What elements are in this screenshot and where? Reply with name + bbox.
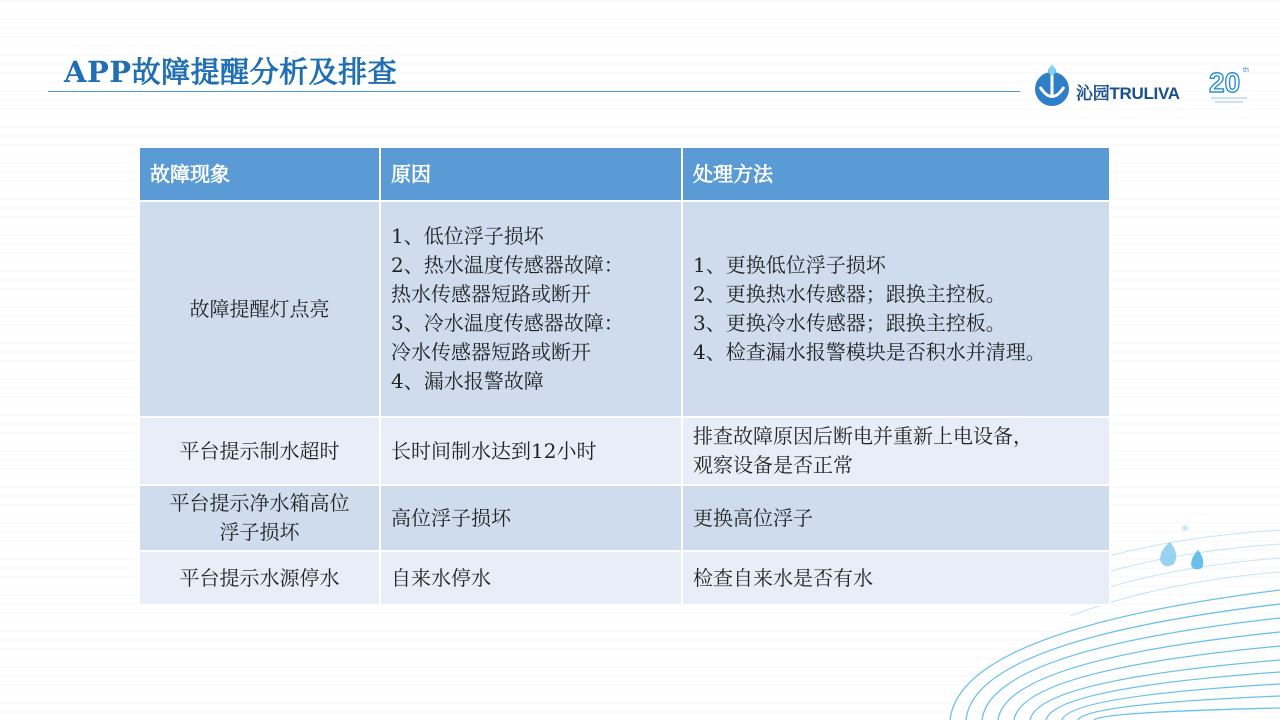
- cause-line: 自来水停水: [391, 565, 491, 590]
- cause-line: 热水传感器短路或断开: [391, 282, 591, 306]
- fault-analysis-table: [138, 146, 1111, 606]
- phenomenon-line: 平台提示净水箱高位: [169, 491, 350, 515]
- header-solution: 处理方法: [682, 147, 1110, 201]
- solution-line: 更换高位浮子: [693, 505, 813, 530]
- solution-line: 2、更换热水传感器；跟换主控板。: [693, 282, 1006, 306]
- solution-line: 观察设备是否正常: [693, 453, 853, 477]
- solution-line: 3、更换冷水传感器；跟换主控板。: [693, 311, 1006, 335]
- anniversary-logo-text: 20: [1209, 67, 1241, 98]
- solution-line: 排查故障原因后断电并重新上电设备，: [693, 424, 1033, 448]
- solution-cell: [682, 485, 1110, 551]
- brand-name: 沁园TRULIVA: [1076, 84, 1180, 103]
- solution-cell: [682, 417, 1110, 485]
- anniversary-logo-icon: [1203, 62, 1255, 108]
- cause-cell: [380, 485, 682, 551]
- table-row: [139, 417, 1110, 485]
- solution-line: 1、更换低位浮子损坏: [693, 253, 886, 277]
- header-cause: 原因: [380, 147, 682, 201]
- table-row: [139, 201, 1110, 417]
- table-row: [139, 551, 1110, 605]
- solution-cell: [682, 201, 1110, 417]
- cause-line: 冷水传感器短路或断开: [391, 340, 591, 364]
- cause-line: 长时间制水达到12小时: [391, 438, 597, 463]
- table-row: [139, 485, 1110, 551]
- solution-line: 4、检查漏水报警模块是否积水并清理。: [693, 340, 1046, 364]
- truliva-logo-icon: [1030, 62, 1082, 112]
- cause-line: 4、漏水报警故障: [391, 369, 544, 393]
- solution-line: 检查自来水是否有水: [693, 565, 873, 590]
- cause-line: 1、低位浮子损坏: [391, 224, 544, 248]
- cause-cell: [380, 551, 682, 605]
- title-divider: [48, 91, 1020, 92]
- cause-line: 2、热水温度传感器故障：: [391, 253, 624, 277]
- phenomenon-line: 浮子损坏: [219, 520, 300, 544]
- phenomenon-cell: [139, 485, 380, 551]
- solution-cell: [682, 551, 1110, 605]
- page-title: APP故障提醒分析及排查: [64, 55, 398, 89]
- anniversary-logo-sup: th: [1243, 67, 1249, 74]
- table-header-row: [139, 147, 1110, 201]
- phenomenon-cell: 故障提醒灯点亮: [139, 201, 380, 417]
- header-phenomenon: 故障现象: [139, 147, 380, 201]
- cause-line: 3、冷水温度传感器故障：: [391, 311, 624, 335]
- cause-line: 高位浮子损坏: [391, 505, 511, 530]
- phenomenon-cell: 平台提示水源停水: [139, 551, 380, 605]
- cause-cell: [380, 417, 682, 485]
- phenomenon-cell: 平台提示制水超时: [139, 417, 380, 485]
- cause-cell: [380, 201, 682, 417]
